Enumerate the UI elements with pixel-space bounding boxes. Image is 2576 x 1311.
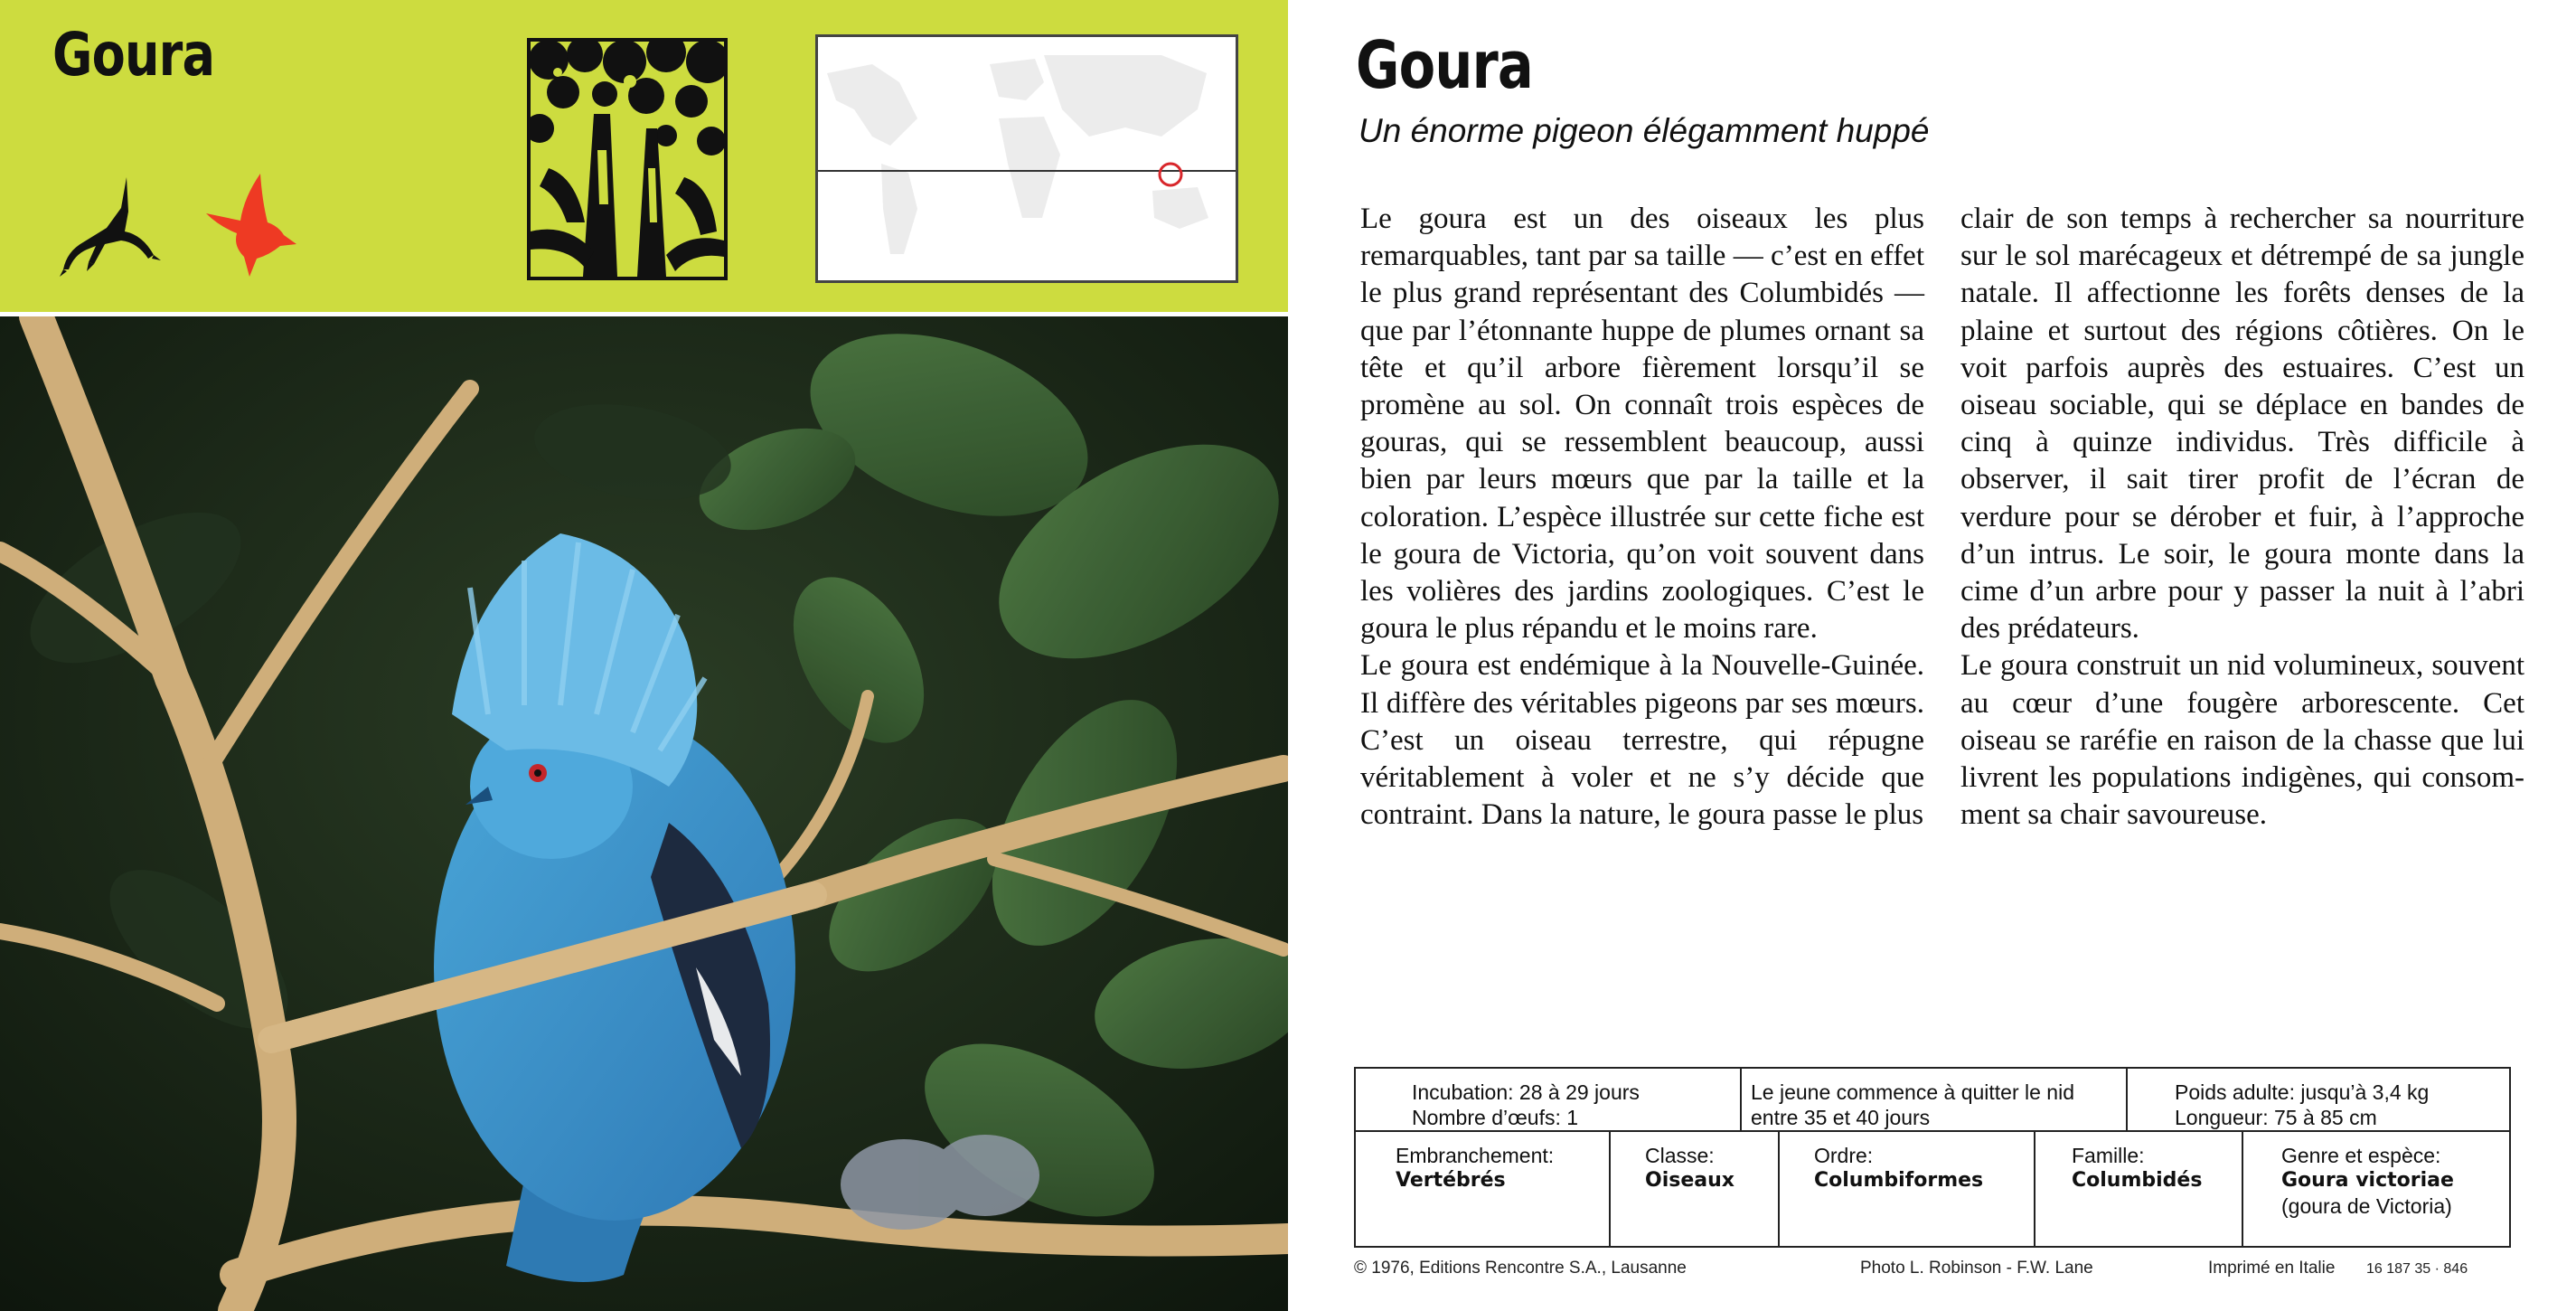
page-subtitle: Un énorme pigeon élégamment huppé <box>1359 112 1930 149</box>
paragraph: clair de son temps à rechercher sa nourriture sur le sol marécageux et détrempé de sa jungle natale. Il affectionne les forêts denses de la plaine et surtout des régions côtières. On le voit parfois auprès des estuaires. C’est un oiseau sociable, qui se déplace en bandes de cinq à quinze individus. Très difficile à observer, il sait tirer profit de l’écran de verdure pour se dérober et fuir, à l’approche d’un intrus. Le soir, le goura monte dans la cime d’un arbre pour y passer la nuit à l’abri des prédateurs. <box>1960 203 2524 646</box>
jungle-habitat-icon <box>531 42 724 277</box>
nest-text-2: entre 35 et 40 jours <box>1751 1106 1931 1129</box>
right-card-back <box>1288 0 2576 1311</box>
taxonomy-family <box>2035 1130 2243 1246</box>
distribution-map <box>815 34 1238 283</box>
taxonomy-order <box>1780 1130 2035 1246</box>
claw-icon <box>56 172 165 280</box>
footer <box>1354 1259 2520 1286</box>
card-front-title: Goura <box>52 20 215 90</box>
habitat-box <box>527 38 728 280</box>
weight-text: Poids adulte: jusqu’à 3,4 kg <box>2175 1080 2430 1104</box>
page-title: Goura <box>1356 27 1533 103</box>
taxonomy-species <box>2243 1130 2509 1246</box>
taxonomy-class <box>1611 1130 1780 1246</box>
nest-cell <box>1742 1069 2128 1130</box>
order-value: Columbiformes <box>1814 1169 1984 1192</box>
photo-credit: Photo L. Robinson - F.W. Lane <box>1860 1259 2093 1278</box>
taxonomy-phylum <box>1356 1130 1611 1246</box>
facts-row-taxonomy <box>1356 1130 2509 1246</box>
nest-text-1: Le jeune commence à quitter le nid <box>1751 1080 2074 1104</box>
family-label: Famille: <box>2072 1144 2145 1167</box>
copyright-text: © 1976, Editions Rencontre S.A., Lausanne <box>1354 1259 1687 1278</box>
card-code: 16 187 35 · 846 <box>2366 1261 2468 1277</box>
order-label: Ordre: <box>1814 1144 1874 1167</box>
bird-photo <box>0 316 1288 1311</box>
eggs-text: Nombre d’œufs: 1 <box>1412 1106 1579 1129</box>
text-column-1 <box>1360 201 1924 834</box>
class-label: Classe: <box>1645 1144 1715 1167</box>
facts-table <box>1354 1067 2511 1248</box>
paragraph: Le goura est un des oiseaux les plus remarquables, tant par sa taille — c’est en effet le plus grand représentant des Columbidés — que par l’étonnante huppe de plumes ornant sa tête et qu’il arbore fièrement lorsqu’il se promène au sol. On connaît trois espèces de gouras, qui se ressemblent beaucoup, aussi bien par leurs mœurs que par la taille et la coloration. L’espèce illustrée sur cette fiche est le goura de Victoria, qu’on voit souvent dans les volières des jardins zoologiques. C’est le goura le plus répandu et le moins rare. <box>1360 203 1924 646</box>
paragraph: Le goura est endémique à la Nouvelle-Guinée. Il diffère des véritables pigeons par ses mœurs. C’est un oiseau terrestre, qui répugne véritablement à voler et ne s’y décide que contraint. Dans la nature, le goura passe le plus <box>1360 649 1924 832</box>
length-text: Longueur: 75 à 85 cm <box>2175 1106 2377 1129</box>
species-label: Genre et espèce: <box>2281 1144 2441 1167</box>
incubation-cell <box>1356 1069 1742 1130</box>
phylum-value: Vertébrés <box>1396 1169 1506 1192</box>
class-value: Oiseaux <box>1645 1169 1735 1192</box>
species-note: (goura de Victoria) <box>2281 1194 2452 1218</box>
world-map-icon <box>818 37 1236 280</box>
size-cell <box>2128 1069 2509 1130</box>
flying-bird-icon <box>197 170 306 278</box>
phylum-label: Embranchement: <box>1396 1144 1555 1167</box>
incubation-text: Incubation: 28 à 29 jours <box>1412 1080 1640 1104</box>
printed-text: Imprimé en Italie <box>2208 1259 2336 1278</box>
facts-row-reproduction <box>1356 1069 2509 1132</box>
species-value: Goura victoriae <box>2281 1169 2454 1192</box>
family-value: Columbidés <box>2072 1169 2203 1192</box>
text-column-2 <box>1960 201 2524 834</box>
paragraph: Le goura construit un nid volumineux, souvent au cœur d’une fougère arborescente. Cet oiseau se raréfie en raison de la chasse que lui livrent les populations indigènes, qui consomment sa chair savoureuse. <box>1960 649 2524 832</box>
photo-victoria-crowned-pigeon <box>0 316 1288 1311</box>
